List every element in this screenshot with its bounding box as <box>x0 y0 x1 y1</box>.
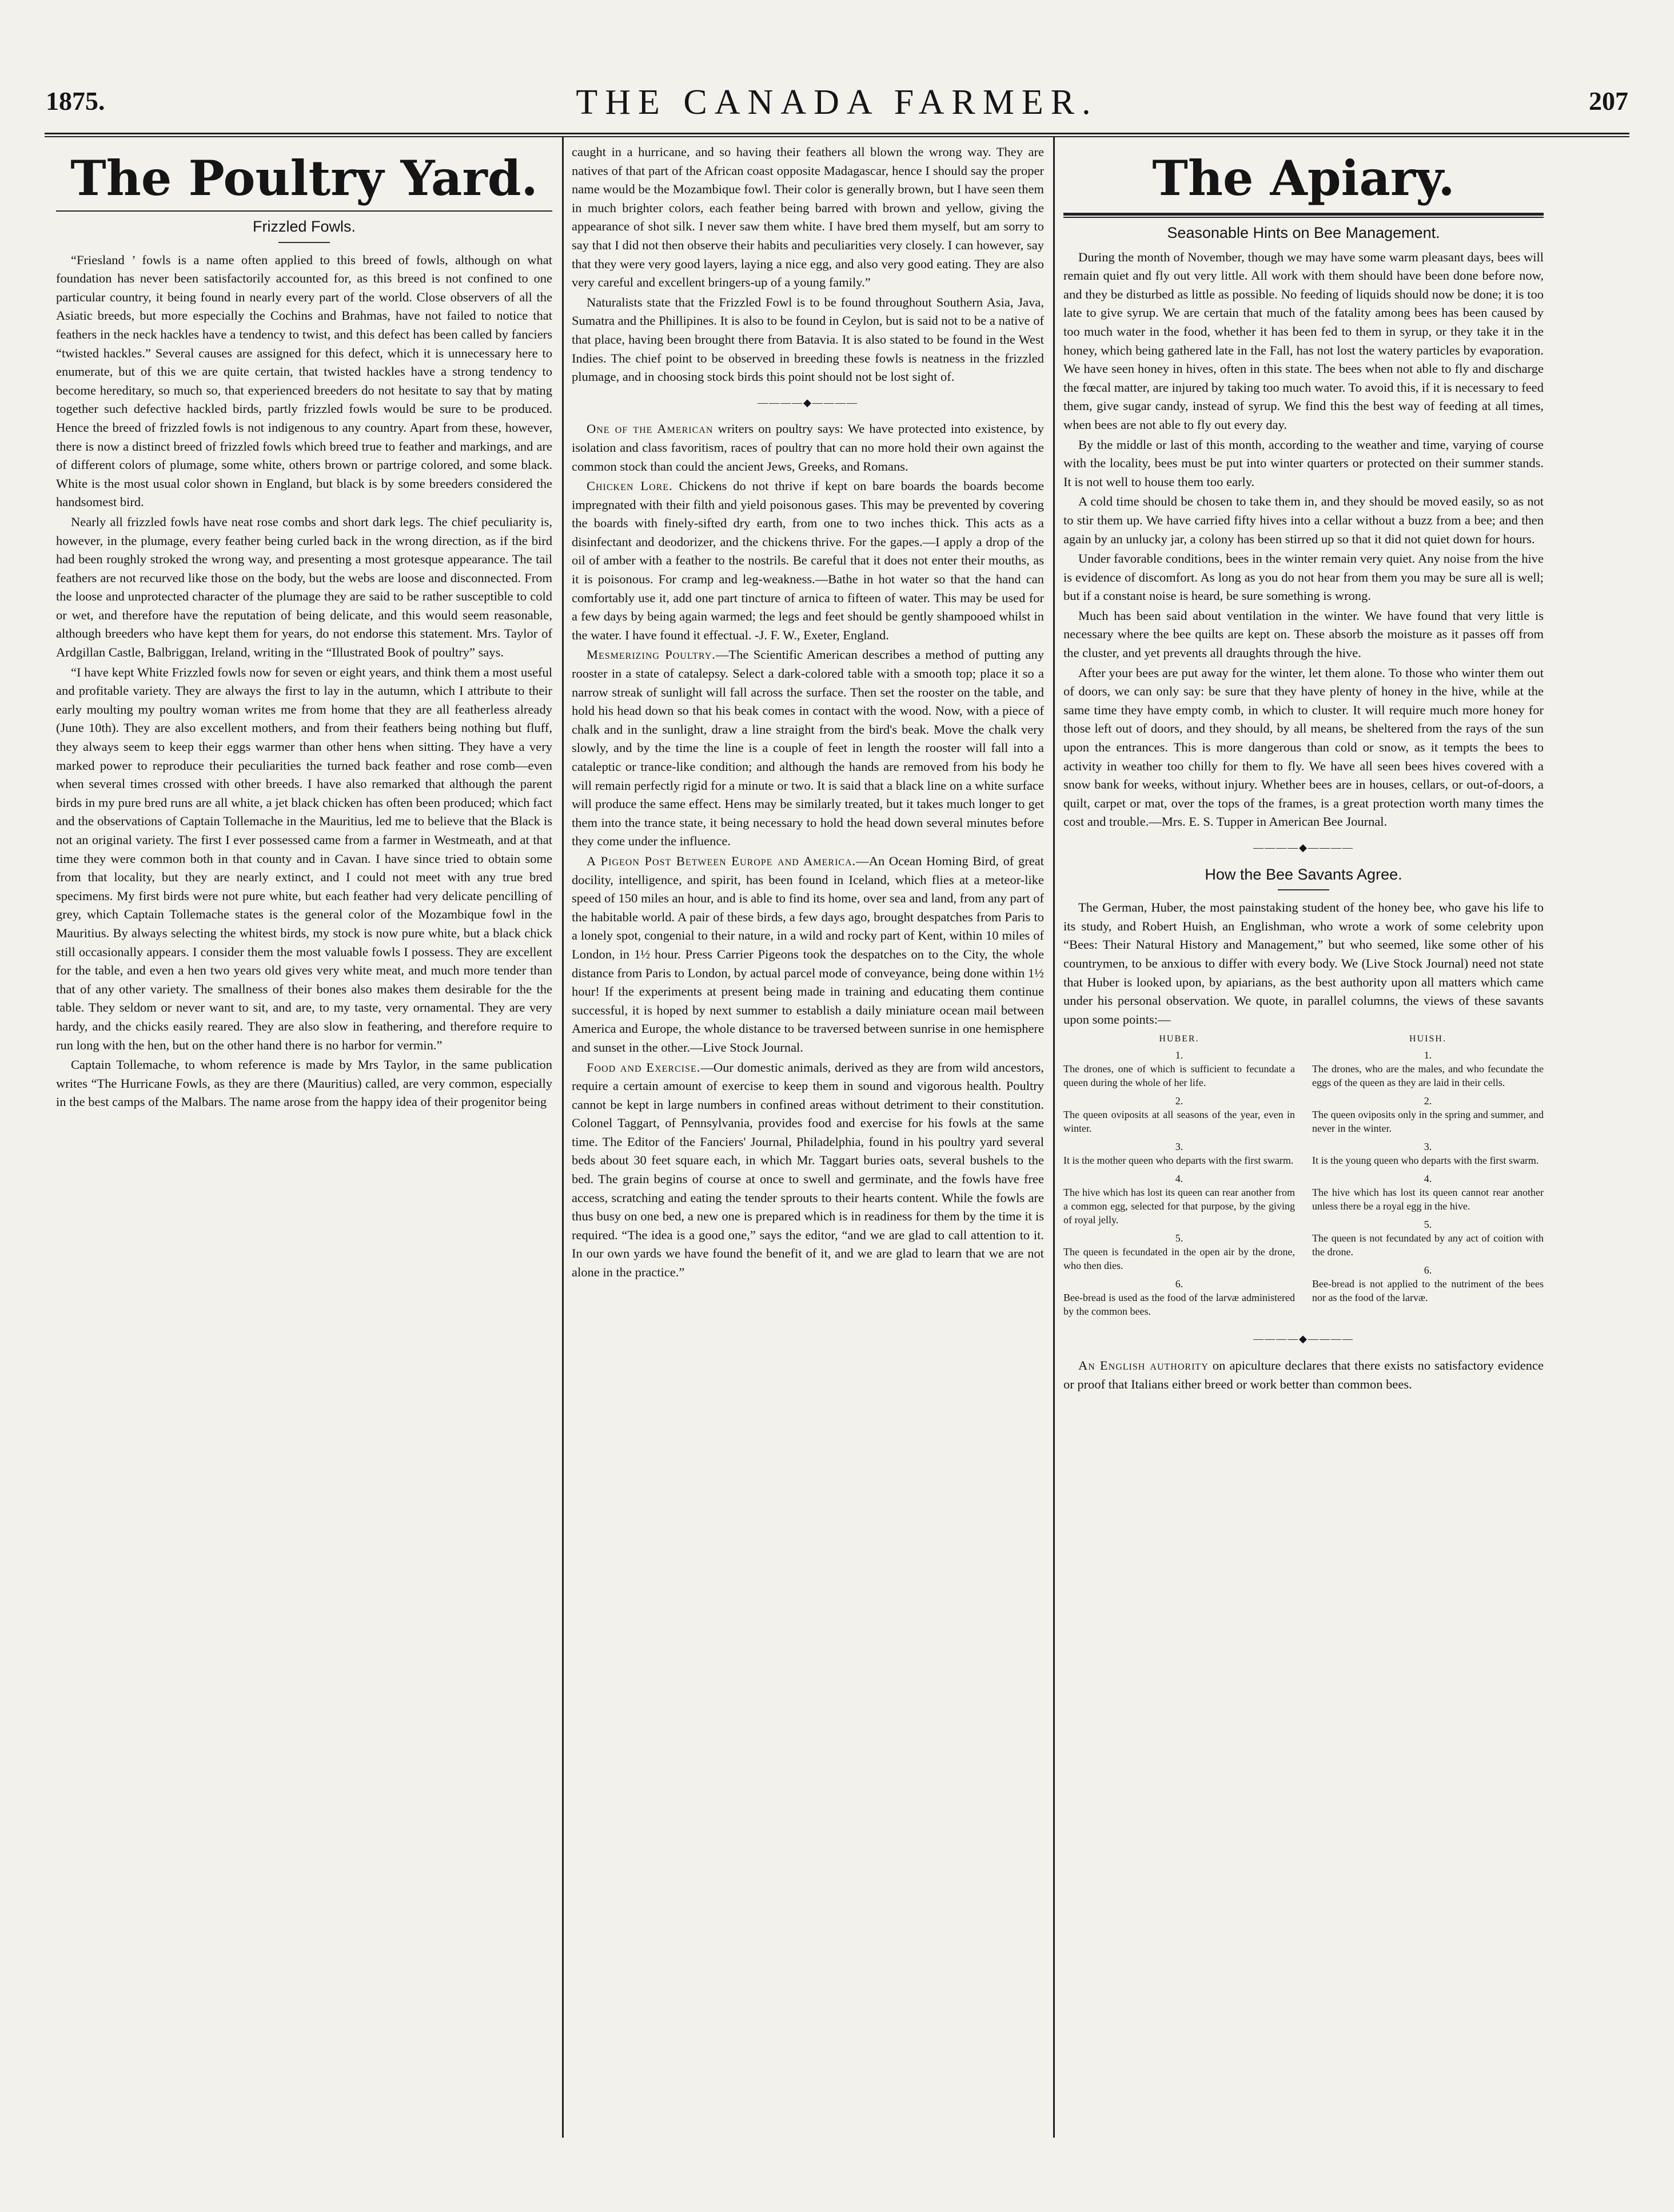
point-number: 1. <box>1175 1049 1183 1061</box>
news-item <box>1063 1356 1544 1394</box>
article-paragraph: Naturalists state that the Frizzled Fowl is to be found throughout Southern Asia, Java, Sumatra and the Phillipines. It is also to be found in Ceylon, but is said not to be a native of that place, having been brought there from Batavia. It is also stated to be found in the West Indies. The chief point to be observed in breeding these fowls is neatness in the frizzled plumage, and in choosing stock birds this point should not be lost sight of. <box>572 295 1044 384</box>
heading-dash <box>278 242 330 243</box>
article-paragraph: caught in a hurricane, and so having their feathers all blown the wrong way. They are natives of that part of the African coast opposite Madagascar, hence I should say the proper name would be the Mozambique fowl. Their color is generally brown, but I have seen them in much brighter colors, each feather being barred with brown and yellow, giving the appearance of shot silk. I never saw them white. I have bred them myself, but am sorry to say that I did not then observe their habits and peculiarities very closely. I can however, say that they were very good layers, laying a nice egg, and also very good eating. They are also very careful and excellent bringers-up of a young family.” <box>572 145 1044 290</box>
article-paragraph: The German, Huber, the most painstaking student of the honey bee, who gave his life to its study, and Robert Huish, an Englishman, who wrote a work of some celebrity upon “Bees: Their Natural History and Management,” but who seemed, like some other of his countrymen, to be anxious to differ with every body. We (Live Stock Journal) need not state that Huber is looked upon, by apiarians, as the best authority upon all matters which came under his personal observation. We quote, in parallel columns, the views of these savants upon some points:— <box>1063 900 1544 1027</box>
point-number: 1. <box>1424 1049 1432 1061</box>
huish-point: The queen oviposits only in the spring and summer, and never in the winter. <box>1312 1109 1544 1135</box>
point-number: 6. <box>1424 1264 1432 1276</box>
news-item <box>572 646 1044 851</box>
banner-rule-thin <box>1063 217 1544 218</box>
article-paragraph: During the month of November, though we may have some warm pleasant days, bees will remain quiet and fly out very little. All work with them should have been done before now, and they be disturbed as little as possible. No feeding of liquids should now be done; it is too late to give syrup. We are certain that much of the fatality among bees has been caused by too much water in the food, whether it has been fed to them in syrup, or they take it in the honey, which being gathered late in the Fall, has not lost the watery particles by evaporation. We have seen honey in hives, often in this state. The bees when not able to fly and discharge the fœcal matter, are injured by taking too much water. To avoid this, if it is necessary to feed them, give sugar candy, instead of syrup. We find this the best way of feeding at all times, when bees are not able to fly out every day. <box>1063 249 1544 432</box>
news-item-text: writers on poultry says: We have protected into existence, by isolation and class favoritism, races of poultry that can no more hold their own against the common stock than could the ancient Jews, Greeks, and Romans. <box>572 421 1044 474</box>
huber-point: It is the mother queen who departs with the first swarm. <box>1063 1155 1294 1167</box>
huish-point: It is the young queen who departs with the first swarm. <box>1312 1155 1539 1167</box>
news-item-lead: One of the American <box>587 421 714 436</box>
banner-rule <box>1063 213 1544 216</box>
article-paragraph: A cold time should be chosen to take them in, and they should be moved easily, so as not to stir them up. We have carried fifty hives into a cellar without a buzz from a bee; and then again by an unlucky jar, a colony has been stirred up so that it did not quiet down for hours. <box>1063 494 1544 546</box>
huish-point: The hive which has lost its queen cannot rear another unless there be a royal egg in the hive. <box>1312 1187 1544 1212</box>
article-paragraph: By the middle or last of this month, according to the weather and time, varying of course with the locality, bees must be put into winter quarters or protected on their summer stands. It is not well to house them too early. <box>1063 437 1544 489</box>
issue-year: 1875. <box>46 86 105 116</box>
masthead <box>46 83 1628 132</box>
huish-point: Bee-bread is not applied to the nutriment of the bees nor as the food of the larvæ. <box>1312 1278 1544 1304</box>
point-number: 3. <box>1424 1141 1432 1153</box>
huber-heading: HUBER. <box>1159 1034 1199 1044</box>
article-paragraph: “Friesland ’ fowls is a name often applied to this breed of fowls, although on what foundation has never been satisfactorily accounted for, as this breed is not confined to one particular country, it being found in nearly every part of the world. Close observers of all the Asiatic breeds, but more especially the Cochins and Brahmas, have not failed to notice that feathers in the neck hackles have a tendency to twist, and this defect has been called by fanciers “twisted hackles.” Several causes are assigned for this defect, which it is unnecessary here to enumerate, but of this we are quite certain, that twisted hackles have a strong tendency to become hereditary, so much so, that experienced breeders do not hesitate to say that by mating together such defective hackled birds, partly frizzled fowls would be sure to be produced. Hence the breed of frizzled fowls is not indigenous to any country. Apart from these, however, there is now a distinct breed of frizzled fowls which breed true to feather and markings, and are of different colors of plumage, some white, others brown or partrige colored, and some black. White is the most usual color shown in England, but black is by some breeders considered the handsomest bird. <box>56 252 552 510</box>
article-paragraph: Captain Tollemache, to whom reference is made by Mrs Taylor, in the same publication writes “The Hurricane Fowls, as they are there (Mauritius) called, are very common, especially in the best camps of the Malbars. The name arose from the happy idea of their progenitor being <box>56 1057 552 1109</box>
article-heading-bee-management: Seasonable Hints on Bee Management. <box>1167 224 1440 241</box>
heading-dash <box>1278 889 1329 890</box>
news-item-text: —An Ocean Homing Bird, of great docility, intelligence, and spirit, has been found in Iceland, which flies at a meteor-like speed of 150 miles an hour, and is able to find its home, over sea and land, from any part of the habitable world. A pair of these birds, a few days ago, brought despatches from Paris to a lonely spot, congenial to their nature, in a wild and rocky part of Kent, within 10 miles of London, in 1½ hour. Press Carrier Pigeons took the despatches on to the City, the whole distance from Paris to London, by actual parcel mode of conveyance, being done within 1½ hour! If the experiments at present being made in training and educating them continue successful, it is hoped by next summer to establish a daily miniature ocean mail between America and Europe, the whole distance to be traversed between sunrise in one hemisphere and sunset in the other.—Live Stock Journal. <box>572 853 1044 1055</box>
column-apiary <box>1063 143 1544 2133</box>
article-paragraph: Much has been said about ventilation in the winter. We have found that very little is necessary where the bee quilts are kept on. These absorb the moisture as it passes off from the cluster, and yet prevents all draughts through the hive. <box>1063 608 1544 661</box>
news-item-lead: Chicken Lore. <box>587 479 673 494</box>
column-divider-1 <box>562 136 564 2138</box>
huish-column <box>1312 1032 1544 1323</box>
huber-point: Bee-bread is used as the food of the larvæ administered by the common bees. <box>1063 1292 1295 1318</box>
column-poultry-yard <box>56 143 552 2133</box>
news-item-text: —Our domestic animals, derived as they are from wild ancestors, require a certain amount of exercise to keep them in sound and vigorous health. Poultry cannot be kept in large numbers in confined areas without detriment to their constitution. Colonel Taggart, of Pennsylvania, provides food and exercise for his fowls at the same time. The Editor of the Fanciers' Journal, Philadelphia, found in his poultry yard several beds about 30 feet square each, in which Mr. Taggart buries oats, several bushels to the bed. The grain begins of course at once to swell and germinate, and the fowls have free access, scratching and eating the tender sprouts to their hearts content. While the fowls are thus busy on one bed, a new one is prepared which is in readiness for them by the time it is required. “The idea is a good one,” says the editor, “and we are glad to call attention to it. In our own yards we have found the benefit of it, and we are glad to learn that we are not alone in the practice.” <box>572 1060 1044 1280</box>
point-number: 6. <box>1175 1278 1183 1290</box>
news-item-lead: Food and Exercise. <box>587 1060 701 1075</box>
news-item-lead: Mesmerizing Poultry. <box>587 647 716 662</box>
point-number: 4. <box>1175 1173 1183 1185</box>
news-item-lead: An English authority <box>1078 1358 1209 1372</box>
point-number: 5. <box>1175 1232 1183 1244</box>
article-paragraph: “I have kept White Frizzled fowls now for seven or eight years, and think them a most useful and profitable variety. They are always the first to lay in the autumn, which I attribute to their early moulting my poultry woman writes me from home that they are all featherless already (June 10th). They are also excellent mothers, and from their feathers being nothing but fluff, they always seem to keep their eggs warmer than other hens when sitting. They have a very marked power to reproduce their peculiarities the turned back feather and rose comb—even when several times crossed with other breeds. I have also remarked that although the parent birds in my pure bred runs are all white, a jet black chicken has often been produced; which fact and the observations of Captain Tollemache in the Mauritius, led me to believe that the Black is not an original variety. The first I ever possessed came from a farmer in Westmeath, and at that time they were common both in that county and in Cavan. I have since tried to obtain some from that locality, but they are nearly extinct, and I could not meet with any true bred specimens. My first birds were not pure white, but each feather had very delicate pencilling of grey, which Captain Tollemache states is the general color of the Mozambique fowl in the Mauritius. By always selecting the whitest birds, my stock is now pure white, but a black chick still occasionally appears. I consider them the most valuable fowls I possess. They are excellent for the table, and even a hen two years old gives very white meat, and much more tender than that of any other variety. The smallness of their bones also makes them desirable for the the table. They seldom or never want to sit, and are, to my taste, very ornamental. They are very hardy, and the chicks easily reared. They are also slow in feathering, and therefore require to run long with the hen, but on the other hand there is no harbor for vermin.” <box>56 665 552 1052</box>
news-item-lead: A Pigeon Post Between Europe and America. <box>587 853 856 868</box>
article-heading-frizzled-fowls: Frizzled Fowls. <box>252 218 356 235</box>
column-divider-2 <box>1053 136 1055 2138</box>
article-paragraph: Under favorable conditions, bees in the winter remain very quiet. Any noise from the hive is evidence of discomfort. As long as you do not hear from them you may be sure all is well; but if a constant noise is heard, be sure something is wrong. <box>1063 551 1544 603</box>
section-ornament: ————◆———— <box>1253 842 1354 853</box>
huish-heading: HUISH. <box>1409 1034 1446 1044</box>
point-number: 2. <box>1424 1095 1432 1107</box>
huber-point: The drones, one of which is sufficient to fecundate a queen during the whole of her life. <box>1063 1063 1295 1089</box>
point-number: 4. <box>1424 1173 1432 1185</box>
news-item <box>572 852 1044 1057</box>
parallel-columns <box>1063 1032 1544 1323</box>
section-ornament: ————◆———— <box>1253 1333 1354 1345</box>
banner-rule <box>56 210 552 212</box>
article-heading-bee-savants: How the Bee Savants Agree. <box>1205 865 1402 883</box>
news-item <box>572 1059 1044 1282</box>
point-number: 3. <box>1175 1141 1183 1153</box>
section-ornament: ————◆———— <box>758 396 858 408</box>
article-paragraph: After your bees are put away for the winter, let them alone. To those who winter them out of doors, we can only say: be sure that they have plenty of honey in the hive, while at the same time they have empty comb, in which to cluster. It will require much more honey for those left out of doors, and they should, by all means, be sheltered from the rays of the sun upon the entrances. This is more dangerous than cold or snow, as it tempts the bees to activity in weather too chilly for them to fly. We have all seen bees hives covered with a snow bank for weeks, without injury. Whether bees are in houses, cellars, or out-of-doors, a quilt, carpet or mat, over the tops of the frames, is a great protection worth many times the cost and trouble.—Mrs. E. S. Tupper in American Bee Journal. <box>1063 665 1544 829</box>
news-item <box>572 420 1044 476</box>
article-paragraph: Nearly all frizzled fowls have neat rose combs and short dark legs. The chief peculiarity is, however, in the plumage, every feather being curled back in the wrong direction, as if the bird had been roughly stroked the wrong way, and presenting a most grotesque appearance. The tail feathers are not recurved like those on the body, but the webs are loose and disconnected. From the loose and unprotected character of the plumage they are said to be rather susceptible to cold or wet, and therefore have the reputation of being delicate, and this would seem reasonable, although breeders who have kept them for years, do not endorse this statement. Mrs. Taylor of Ardgillan Castle, Balbriggan, Ireland, writing in the “Illustrated Book of poultry” says. <box>56 514 552 660</box>
news-item-text: on apiculture declares that there exists no satisfactory evidence or proof that Italians either breed or work better than common bees. <box>1063 1358 1544 1391</box>
section-banner-apiary: The Apiary. <box>1152 150 1455 206</box>
section-banner-poultry-yard: The Poultry Yard. <box>70 150 538 206</box>
page-number: 207 <box>1589 86 1628 116</box>
huish-point: The queen is not fecundated by any act of coition with the drone. <box>1312 1232 1544 1258</box>
header-rule <box>45 133 1629 134</box>
huish-point: The drones, who are the males, and who fecundate the eggs of the queen as they are laid in their cells. <box>1312 1063 1544 1089</box>
news-item-text: —The Scientific American describes a method of putting any rooster in a state of catalepsy. Select a dark-colored table with a smooth top; place it so a narrow streak of sunlight will fall across the surface. Then set the rooster on the table, and hold his head down so that his beak comes in contact with the wood. Now, with a piece of chalk and in the sunlight, draw a line straight from the bird's beak. Move the chalk very slowly, and by the time the line is a couple of feet in length the rooster will fall into a cataleptic or trance-like condition; and although the hands are removed from his body he will remain perfectly rigid for a minute or two. It is said that a black line on a white surface will produce the same effect. Hens may be similarly treated, but it takes much longer to get them into the trance state, it being necessary to hold the head down several minutes before they come under the influence. <box>572 647 1044 849</box>
huber-column <box>1063 1032 1295 1323</box>
huber-point: The queen oviposits at all seasons of the year, even in winter. <box>1063 1109 1295 1135</box>
point-number: 5. <box>1424 1219 1432 1231</box>
news-item-text: Chickens do not thrive if kept on bare boards the boards become impregnated with their filth and yield poisonous gases. This may be prevented by covering the boards with finely-sifted dry earth, from one to two inches thick. This acts as a disinfectant and deodorizer, and the chickens thrive. For the gapes.—I apply a drop of the oil of amber with a feather to the nostrils. Be careful that it does not enter their mouths, as it is poisonous. For cramp and leg-weakness.—Bathe in hot water so that the hand can comfortably use it, add one part tincture of arnica to fifteen of water. This may be used for a few days by being again warmed; the legs and feet should be gently shampooed whilst in the water. I have found it effectual. -J. F. W., Exeter, England. <box>572 479 1044 642</box>
header-rule-thin <box>45 136 1629 137</box>
column-poultry-notes <box>572 143 1044 2133</box>
point-number: 2. <box>1175 1095 1183 1107</box>
huber-point: The queen is fecundated in the open air by the drone, who then dies. <box>1063 1246 1295 1272</box>
huber-point: The hive which has lost its queen can rear another from a common egg, selected for that purpose, by the giving of royal jelly. <box>1063 1187 1295 1226</box>
news-item <box>572 477 1044 644</box>
newspaper-title: THE CANADA FARMER. <box>576 83 1098 122</box>
